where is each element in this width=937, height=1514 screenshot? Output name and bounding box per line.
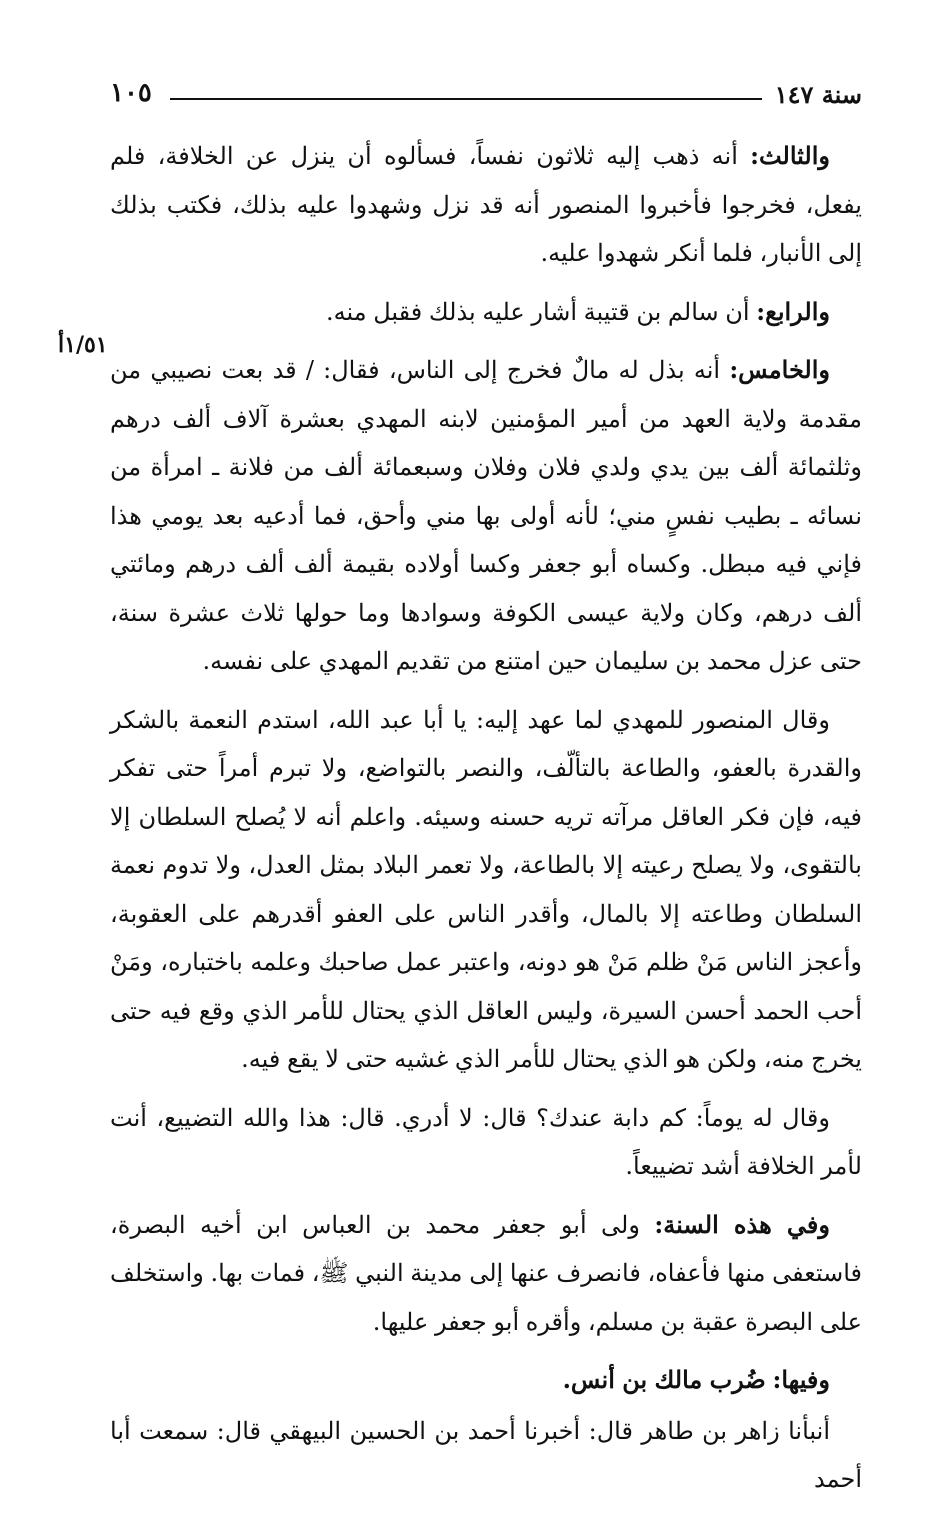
paragraph-malik bbox=[110, 1356, 862, 1405]
paragraph-mansur-advice bbox=[110, 696, 862, 1084]
paragraph-fifth-reason bbox=[110, 346, 862, 686]
paragraph-lead: والثالث: bbox=[750, 141, 830, 170]
header-rule bbox=[170, 98, 762, 100]
page-body bbox=[110, 132, 862, 1514]
paragraph-this-year bbox=[110, 1201, 862, 1347]
paragraph-lead: وفي هذه السنة: bbox=[654, 1209, 830, 1239]
paragraph-text: أنه بذل له مالٌ فخرج إلى الناس، فقال: / قد بعت نصيبي من مقدمة ولاية العهد من أمير المؤمنين لابنه المهدي بعشرة آلاف ألف درهم وثلثمائة ألف بين يدي ولدي فلان وفلان وسبعمائة ألف من فلانة ـ امرأة من نسائه ـ بطيب نفسٍ مني؛ لأنه أولى بها مني وأحق، فما أدعيه بعد يومي هذا فإني فيه مبطل. وكساه أبو جعفر وكسا أولاده بقيمة ألف ألف درهم ومائتي ألف درهم، وكان ولاية عيسى الكوفة وسوادها وما حولها ثلاث عشرة سنة، حتى عزل محمد بن سليمان حين امتنع من تقديم المهدي على نفسه. bbox=[110, 356, 863, 675]
paragraph-text: ولى أبو جعفر محمد بن العباس ابن أخيه البصرة، فاستعفى منها فأعفاه، فانصرف عنها إلى مدينة النبي ﷺ، فمات بها. واستخلف على البصرة عقبة بن مسلم، وأقره أبو جعفر عليها. bbox=[110, 1210, 862, 1336]
paragraph-fourth-reason bbox=[110, 288, 862, 337]
page-number: ١٠٥ bbox=[110, 78, 152, 108]
page-header bbox=[110, 76, 862, 116]
paragraph-text: وقال المنصور للمهدي لما عهد إليه: يا أبا عبد الله، استدم النعمة بالشكر والقدرة بالعفو، والطاعة بالتألّف، والنصر بالتواضع، ولا تبرم أمراً حتى تفكر فيه، فإن فكر العاقل مرآته تريه حسنه وسيئه. واعلم أنه لا يُصلح السلطان إلا بالتقوى، ولا يصلح رعيته إلا بالطاعة، ولا تعمر البلاد بمثل العدل، ولا تدوم نعمة السلطان وطاعته إلا بالمال، وأقدر الناس على العفو أقدرهم على العقوبة، وأعجز الناس مَنْ ظلم مَنْ هو دونه، واعتبر عمل صاحبك وعلمه باختباره، ومَنْ أحب الحمد أحسن السيرة، وليس العاقل الذي يحتال للأمر الذي وقع فيه حتى يخرج منه، ولكن هو الذي يحتال للأمر الذي غشيه حتى لا يقع فيه. bbox=[110, 705, 862, 1073]
paragraph-text: وقال له يوماً: كم دابة عندك؟ قال: لا أدري. قال: هذا والله التضييع، أنت لأمر الخلافة أشد تضييعاً. bbox=[110, 1103, 862, 1180]
paragraph-lead: والخامس: bbox=[729, 355, 830, 384]
paragraph-text: أنه ذهب إليه ثلاثون نفساً، فسألوه أن ينزل عن الخلافة، فلم يفعل، فخرجوا فأخبروا المنصور أنه قد نزل وشهدوا عليه بذلك، فكتب بذلك إلى الأنبار، فلما أنكر شهدوا عليه. bbox=[110, 142, 862, 267]
paragraph-third-reason bbox=[110, 132, 862, 278]
marginal-folio-note: ١/٥١أ bbox=[58, 332, 108, 358]
running-head-year: سنة ١٤٧ bbox=[774, 80, 862, 109]
paragraph-isnad bbox=[110, 1407, 862, 1504]
paragraph-text: أنبأنا زاهر بن طاهر قال: أخبرنا أحمد بن الحسين البيهقي قال: سمعت أبا أحمد bbox=[110, 1416, 862, 1493]
paragraph-lead: والرابع: bbox=[756, 296, 830, 326]
paragraph-horses bbox=[110, 1094, 862, 1191]
paragraph-text: أن سالم بن قتيبة أشار عليه بذلك فقبل منه. bbox=[326, 297, 750, 326]
paragraph-lead: وفيها: bbox=[772, 1365, 830, 1394]
paragraph-text: ضُرب مالك بن أنس. bbox=[562, 1365, 766, 1394]
